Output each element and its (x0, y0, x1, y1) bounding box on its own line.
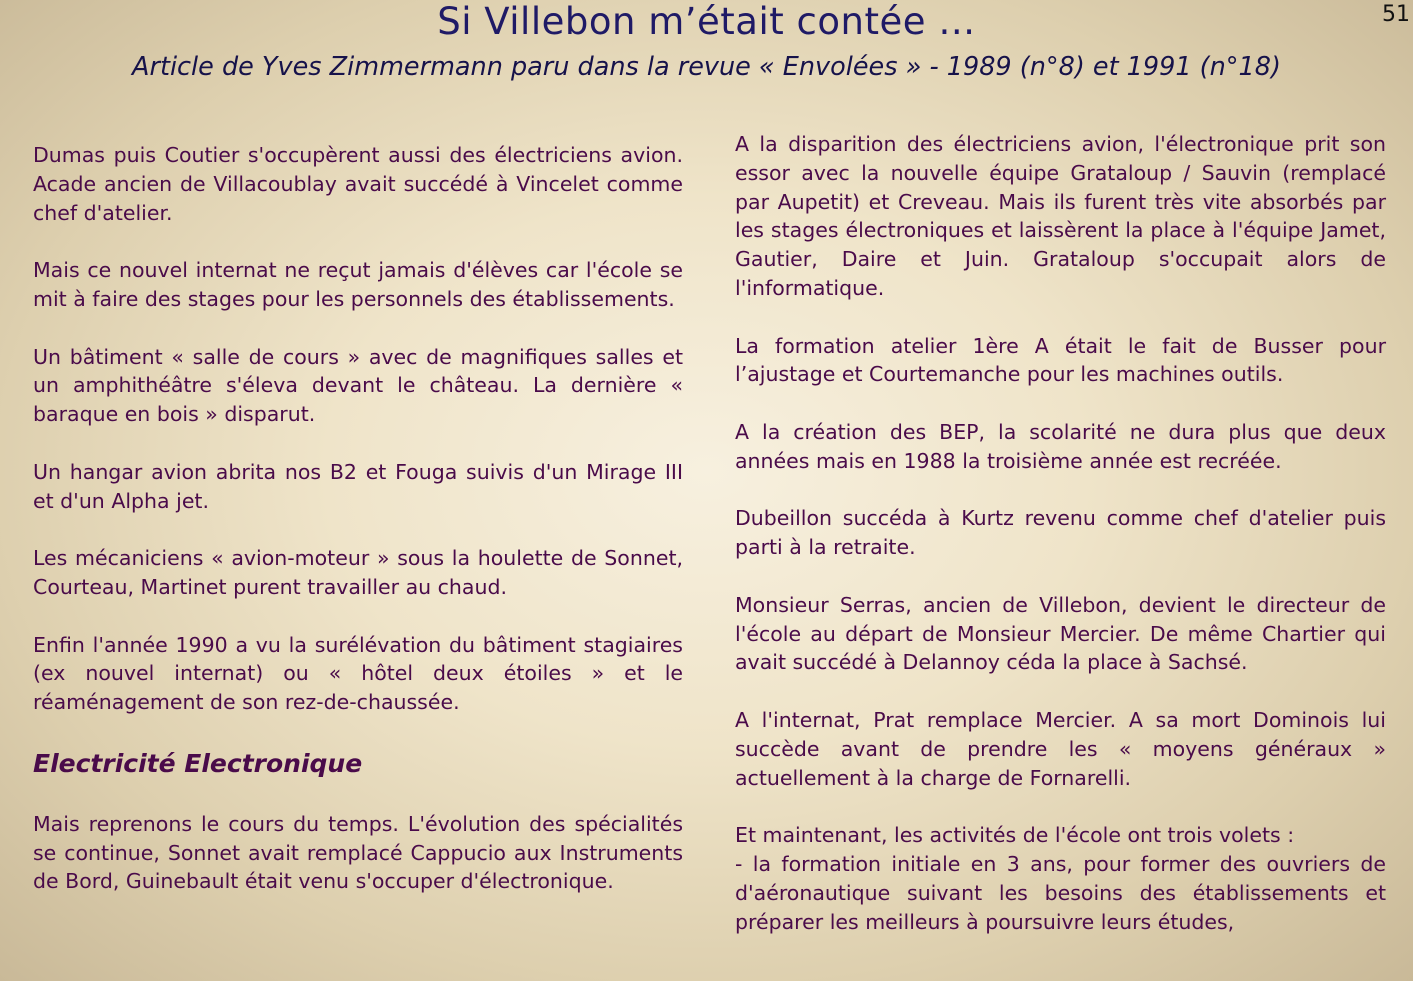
paragraph: Dumas puis Coutier s'occupèrent aussi des électriciens avion. Acade ancien de Villacoublay avait succédé à Vincelet comme chef d'atelier. (33, 143, 683, 225)
section-heading: Electricité Electronique (33, 748, 363, 778)
right-column (735, 130, 1386, 965)
left-column (33, 141, 683, 925)
page-title: Si Villebon m’était contée … (437, 0, 976, 43)
paragraph: A l'internat, Prat remplace Mercier. A sa mort Dominois lui succède avant de prendre les « moyens généraux » actuellement à la charge de Fornarelli. (735, 707, 1386, 790)
paragraph: A la disparition des électriciens avion, l'électronique prit son essor avec la nouvelle équipe Grataloup / Sauvin (remplacé par Aupetit) et Creveau. Mais ils furent très vite absorbés par les stages électroniques et laissèrent la place à l'équipe Jamet, Gautier, Daire et Juin. Grataloup s'occupait alors de l'informatique. (735, 132, 1386, 300)
page-number: 51 (1382, 2, 1410, 27)
paragraph: Les mécaniciens « avion-moteur » sous la houlette de Sonnet, Courteau, Martinet purent travailler au chaud. (33, 546, 683, 599)
final-paragraph (735, 821, 1386, 936)
paragraph: Dubeillon succéda à Kurtz revenu comme chef d'atelier puis parti à la retraite. (735, 506, 1386, 560)
paragraph: La formation atelier 1ère A était le fait de Busser pour l’ajustage et Courtemanche pour les machines outils. (735, 333, 1386, 387)
paragraph: Un bâtiment « salle de cours » avec de magnifiques salles et un amphithéâtre s'éleva devant le château. La dernière « baraque en bois » disparut. (33, 344, 683, 427)
paragraph: Mais ce nouvel internat ne reçut jamais d'élèves car l'école se mit à faire des stages pour les personnels des établissements. (33, 258, 683, 311)
paragraph: Monsieur Serras, ancien de Villebon, devient le directeur de l'école au départ de Monsieur Mercier. De même Chartier qui avait succédé à Delannoy céda la place à Sachsé. (735, 592, 1386, 675)
paragraph: Mais reprenons le cours du temps. L'évolution des spécialités se continue, Sonnet avait remplacé Cappucio aux Instruments de Bord, Guinebault était venu s'occuper d'électronique. (33, 811, 683, 894)
article-subtitle: Article de Yves Zimmermann paru dans la revue « Envolées » - 1989 (n°8) et 1991 (n°18) (132, 52, 1281, 82)
paragraph: A la création des BEP, la scolarité ne dura plus que deux années mais en 1988 la troisième année est recréée. (735, 419, 1386, 473)
paragraph: Enfin l'année 1990 a vu la surélévation du bâtiment stagiaires (ex nouvel internat) ou « hôtel deux étoiles » et le réaménagement de son rez-de-chaussée. (33, 632, 683, 715)
paragraph-line: - la formation initiale en 3 ans, pour former des ouvriers de d'aéronautique suivant les besoins des établissements et préparer les meilleurs à poursuivre leurs études, (735, 851, 1386, 934)
paragraph-line: Et maintenant, les activités de l'école ont trois volets : (735, 823, 1295, 848)
paragraph: Un hangar avion abrita nos B2 et Fouga suivis d'un Mirage III et d'un Alpha jet. (33, 459, 683, 513)
